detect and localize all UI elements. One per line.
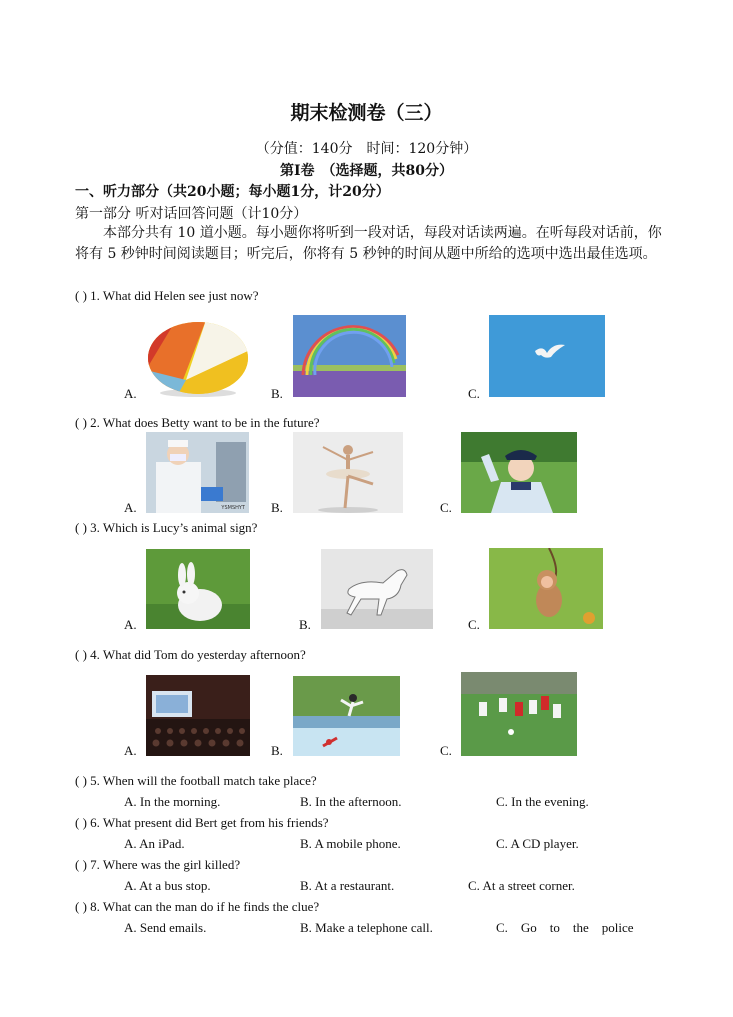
- q5-option-c: C. In the evening.: [496, 794, 589, 809]
- q8-option-b: B. Make a telephone call.: [300, 920, 433, 935]
- q5-option-a: A. In the morning.: [124, 794, 221, 809]
- q3-option-c: C.: [468, 617, 480, 632]
- q2-option-b: B.: [271, 500, 283, 515]
- score-time-info: （分值：140分 时间：120分钟）: [255, 141, 478, 157]
- page-title: 期末检测卷（三）: [290, 102, 443, 124]
- beach-ball-image: [146, 320, 250, 398]
- question-6: ( ) 6. What present did Bert get from his friends?: [75, 815, 329, 830]
- question-7: ( ) 7. Where was the girl killed?: [75, 857, 241, 872]
- instructions-paragraph: 本部分共有 10 道小题。每小题你将听到一段对话，每段对话读两遍。在听每段对话前，你将有 5 秒钟时间阅读题目；听完后，你将有 5 秒钟的时间从题中所给的选项中选出最佳选项。: [75, 225, 662, 262]
- image-watermark: YSMSHYT: [221, 505, 245, 511]
- section-heading: 一、听力部分（共20小题；每小题1分，计20分）: [75, 184, 390, 200]
- q4-option-b: B.: [271, 743, 283, 758]
- q3-option-a: A.: [124, 617, 137, 632]
- ballet-dancer-image: [293, 432, 403, 513]
- q1-option-b: B.: [271, 386, 283, 401]
- q1-option-c: C.: [468, 386, 480, 401]
- q7-option-a: A. At a bus stop.: [124, 878, 211, 893]
- q7-option-b: B. At a restaurant.: [300, 878, 395, 893]
- rabbit-image: [146, 549, 250, 629]
- nurse-image: [146, 432, 249, 513]
- q3-option-b: B.: [299, 617, 311, 632]
- q4-option-c: C.: [440, 743, 452, 758]
- q2-option-c: C.: [440, 500, 452, 515]
- question-1: ( ) 1. What did Helen see just now?: [75, 288, 259, 303]
- q6-option-c: C. A CD player.: [496, 836, 579, 851]
- q6-option-a: A. An iPad.: [124, 836, 185, 851]
- q7-option-c: C. At a street corner.: [468, 878, 575, 893]
- monkey-image: [489, 548, 603, 629]
- q8-option-a: A. Send emails.: [124, 920, 207, 935]
- rainbow-image: [293, 315, 406, 397]
- part-heading: 第一部分 听对话回答问题（计10分）: [75, 206, 308, 222]
- football-match-image: [461, 672, 577, 756]
- volume-heading: 第Ⅰ卷 （选择题，共80分）: [279, 163, 454, 179]
- police-officer-image: [461, 432, 577, 513]
- flying-bird-image: [489, 315, 605, 397]
- q8-option-c: C. Go to the police: [496, 920, 634, 935]
- q5-option-b: B. In the afternoon.: [300, 794, 402, 809]
- q6-option-b: B. A mobile phone.: [300, 836, 401, 851]
- q1-option-a: A.: [124, 386, 137, 401]
- question-4: ( ) 4. What did Tom do yesterday afternoon?: [75, 647, 306, 662]
- question-3: ( ) 3. Which is Lucy’s animal sign?: [75, 520, 258, 535]
- cinema-image: [146, 675, 250, 756]
- question-5: ( ) 5. When will the football match take place?: [75, 773, 317, 788]
- q4-option-a: A.: [124, 743, 137, 758]
- skiing-image: [293, 676, 400, 756]
- horse-image: [321, 549, 433, 629]
- q2-option-a: A.: [124, 500, 137, 515]
- question-2: ( ) 2. What does Betty want to be in the future?: [75, 415, 320, 430]
- question-8: ( ) 8. What can the man do if he finds the clue?: [75, 899, 320, 914]
